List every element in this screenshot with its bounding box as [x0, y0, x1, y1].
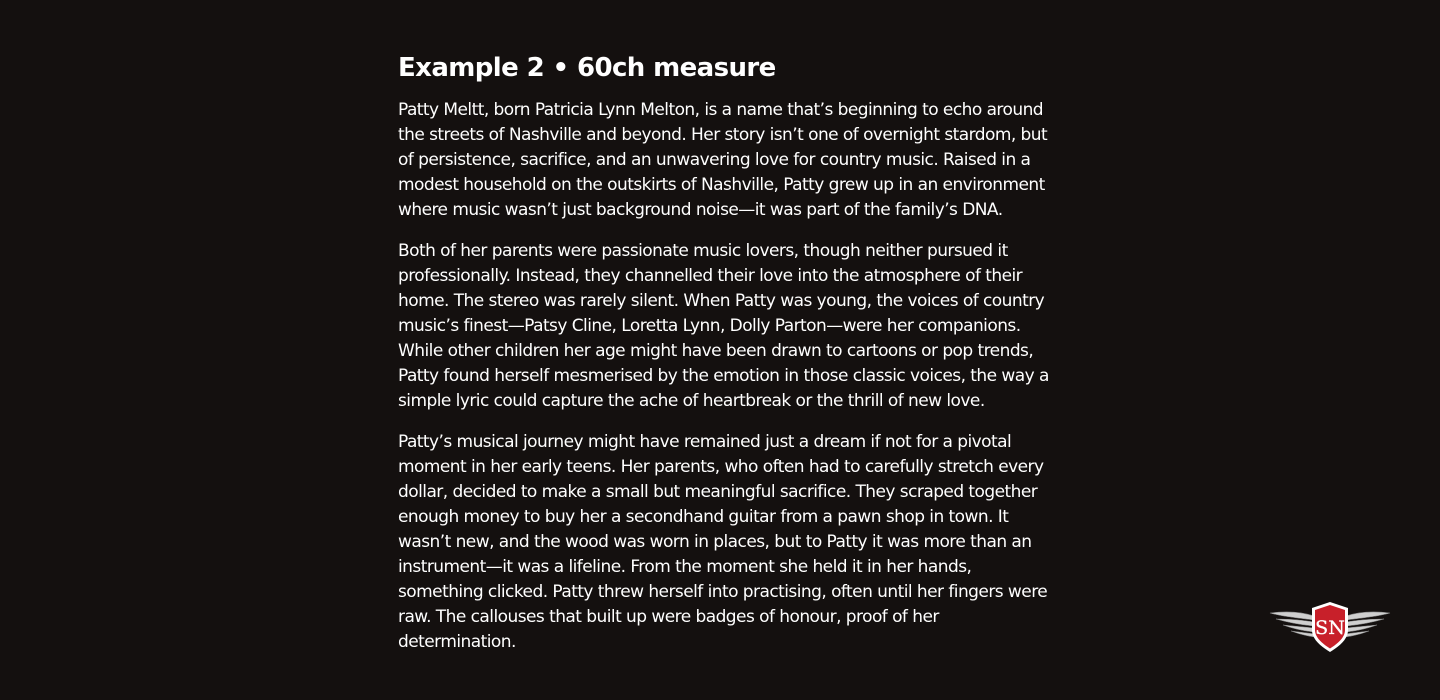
- article: [398, 50, 1058, 671]
- logo-graphic: [1268, 600, 1392, 654]
- left-wing-icon: [1270, 612, 1315, 637]
- logo-monogram: SN: [1315, 617, 1345, 639]
- winged-shield-logo-icon[interactable]: [1268, 600, 1392, 654]
- article-paragraph-2: Both of her parents were passionate music lovers, though neither pursued it professionally. Instead, they channelled their love into the atmosphere of their home. The stereo was rarely silent. When Patty was young, the voices of country music’s finest—Patsy Cline, Loretta Lynn, Dolly Parton—were her companions. While other children her age might have been drawn to cartoons or pop trends, Patty found herself mesmerised by the emotion in those classic voices, the way a simple lyric could capture the ache of heartbreak or the thrill of new love.: [398, 241, 1049, 411]
- article-heading: Example 2 • 60ch measure: [398, 53, 776, 83]
- article-paragraph-1: Patty Meltt, born Patricia Lynn Melton, is a name that’s beginning to echo around the streets of Nashville and beyond. Her story isn’t one of overnight stardom, but of persistence, sacrifice, and an unwavering love for country music. Raised in a modest household on the outskirts of Nashville, Patty grew up in an environment where music wasn’t just background noise—it was part of the family’s DNA.: [398, 100, 1048, 220]
- right-wing-icon: [1345, 612, 1390, 637]
- article-paragraph-3: Patty’s musical journey might have remained just a dream if not for a pivotal moment in her early teens. Her parents, who often had to carefully stretch every dollar, decided to make a small but meaningful sacrifice. They scraped together enough money to buy her a secondhand guitar from a pawn shop in town. It wasn’t new, and the wood was worn in places, but to Patty it was more than an instrument—it was a lifeline. From the moment she held it in her hands, something clicked. Patty threw herself into practising, often until her fingers were raw. The callouses that built up were badges of honour, proof of her determination.: [398, 432, 1048, 652]
